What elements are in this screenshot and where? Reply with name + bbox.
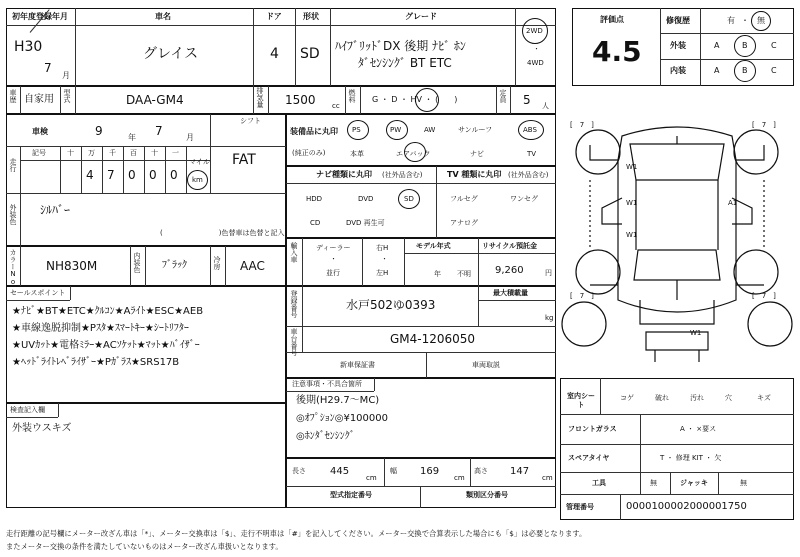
mileage-label: 走行	[9, 158, 17, 172]
score-label: 評価点	[600, 15, 624, 24]
manual-label: 車両取説	[472, 361, 500, 369]
km-label: km	[192, 176, 203, 184]
type-designation-label: 型式指定番号	[330, 491, 372, 499]
usage-row	[6, 86, 556, 114]
warranty-label: 新車保証書	[340, 361, 375, 369]
shape-value: SD	[300, 46, 320, 62]
door-count: 4	[270, 46, 279, 62]
width-label: 幅	[390, 467, 397, 475]
drive-2wd: 2WD	[526, 27, 543, 35]
digit-header-ten: 十	[151, 149, 158, 157]
notes-line: ◎ｵﾌﾟｼｮﾝ◎¥100000	[296, 413, 388, 424]
width-cm: cm	[454, 474, 465, 482]
seat-opt: コゲ	[620, 394, 634, 402]
car-name: グレイス	[143, 46, 199, 62]
tv-oneseg: ワンセグ	[510, 195, 538, 203]
displacement-value: 1500	[285, 93, 316, 107]
inspector-text: 外装ウスキズ	[12, 423, 72, 434]
sales-point-line: ★ﾅﾋﾞ★BT★ETC★ｸﾙｺﾝ★Aﾗｲﾄ★ESC★AEB	[12, 306, 204, 317]
interior-b: B	[742, 66, 748, 75]
tv-analog: アナログ	[450, 219, 478, 227]
displacement-label: 排気量	[256, 87, 264, 108]
glass-value: A ・ ×要ス	[680, 425, 717, 433]
recycle-label: リサイクル預託金	[482, 242, 538, 250]
interior-score-label: 内装	[670, 66, 686, 75]
capacity-label: 定員	[499, 89, 507, 103]
import-label: 輸入車	[290, 242, 298, 263]
inspection-label: 車検	[32, 127, 48, 136]
equip-ps: PS	[352, 126, 361, 134]
fuel-options: G ・ D ・ HV ・ ( )	[372, 95, 458, 104]
notes-label: 注意事項・不具合箇所	[292, 380, 362, 388]
first-reg-year: H30	[14, 39, 43, 55]
notes-line: 後期(H29.7〜MC)	[296, 395, 380, 406]
inspection-month-unit: 月	[186, 133, 194, 142]
ac-label: 冷房	[213, 256, 221, 270]
interior-color-value: ﾌﾞﾗｯｸ	[162, 260, 187, 271]
equip-leather: 本革	[350, 150, 364, 158]
height-value: 147	[510, 466, 530, 477]
color-value: ｼﾙﾊﾞｰ	[40, 203, 71, 217]
inspection-box	[6, 114, 286, 246]
import-left: 左H	[376, 269, 389, 277]
width-value: 169	[420, 466, 440, 477]
category-number-label: 類別区分番号	[466, 491, 508, 499]
digit-header-symbol: 記号	[32, 149, 46, 157]
length-label: 長さ	[292, 467, 306, 475]
digit-header-one: 一	[172, 149, 179, 157]
tv-fullseg: フルセグ	[450, 195, 478, 203]
first-reg-label: 初年度登録年月	[12, 12, 68, 21]
damage-mark-w1-bumper: W1	[690, 329, 702, 337]
notes-line: ◎ﾎﾝﾀﾞｾﾝｼﾝｸﾞ	[296, 431, 355, 442]
mileage-digit: 0	[170, 168, 178, 182]
car-diagram-svg	[560, 100, 794, 372]
seat-opt: 穴	[725, 394, 732, 402]
tv-sub: (社外品含む)	[508, 171, 549, 179]
color-no-value: NH830M	[46, 259, 98, 273]
shift-value: FAT	[232, 152, 256, 168]
damage-mark-w1-door: W1	[626, 199, 638, 207]
import-right: 右H	[376, 244, 389, 252]
color-no-label: カラーNo.	[9, 249, 17, 294]
length-value: 445	[330, 466, 350, 477]
navi-label: ナビ種類に丸印	[316, 170, 372, 179]
digit-header-ten-thousand: 万	[88, 149, 95, 157]
first-reg-month-unit: 月	[62, 71, 70, 80]
model-year-label: モデル年式	[416, 242, 451, 250]
bracket-br: [ 7 ]	[752, 292, 776, 300]
model-year-value: 不明	[457, 270, 471, 278]
navi-sub: (社外品含む)	[382, 171, 423, 179]
shift-label: シフト	[240, 117, 261, 125]
equipment-label: 装備品に丸印	[290, 127, 338, 136]
recycle-value: 9,260	[495, 265, 524, 276]
digit-header-ten-thousand-10: 十	[67, 149, 74, 157]
jack-label: ジャッキ	[680, 479, 708, 487]
length-cm: cm	[366, 474, 377, 482]
seat-opt: キズ	[757, 394, 771, 402]
mileage-digit: 0	[149, 168, 157, 182]
repair-dot: ・	[741, 16, 749, 25]
spare-label: スペアタイヤ	[568, 454, 610, 462]
car-diagram	[560, 100, 794, 372]
glass-label: フロントガラス	[568, 425, 617, 433]
interior-color-label: 内装色	[133, 252, 141, 273]
damage-mark-a1: A1	[728, 199, 738, 207]
navi-cd: CD	[310, 219, 321, 227]
displacement-cc: cc	[332, 102, 340, 110]
exterior-a: A	[714, 41, 720, 50]
recycle-yen: 円	[545, 269, 552, 277]
navi-sd: SD	[404, 195, 414, 203]
bracket-bl: [ 7 ]	[570, 292, 594, 300]
damage-mark-w1-rear: W1	[626, 231, 638, 239]
fuel-hv-circle	[415, 88, 439, 112]
footer-line1: 走行距離の記号欄にメーター改ざん車は「*」、メーター交換車は「$」、走行不明車は「#」を記入してください。メーター交換で合算表示した場合にも「$」は必要となります。	[6, 529, 587, 538]
tools-label: 工具	[592, 479, 606, 487]
mileage-digit: 7	[107, 168, 115, 182]
mileage-digit: 4	[86, 168, 94, 182]
exterior-c: C	[771, 41, 777, 50]
exterior-label: 外装	[670, 41, 686, 50]
repair-label: 修復歴	[666, 16, 690, 25]
navi-dvd: DVD	[358, 195, 374, 203]
tv-label: TV 種類に丸印	[447, 170, 502, 179]
damage-mark-w1-front: W1	[626, 163, 638, 171]
registration-label: 登録番号	[290, 290, 298, 318]
repair-no: 無	[757, 16, 765, 25]
fuel-label: 燃料	[348, 89, 356, 103]
mileage-digit: 0	[128, 168, 136, 182]
max-load-label: 最大積載量	[493, 289, 528, 297]
drive-4wd: 4WD	[527, 59, 544, 67]
navi-dvd-play: DVD 再生可	[346, 219, 385, 227]
equip-airbag: エアバック	[396, 150, 431, 158]
spare-value: T ・ 修理 KIT ・ 欠	[660, 454, 722, 462]
usage-value: 自家用	[24, 94, 54, 105]
mgmt-value: 0000100002000001750	[626, 501, 747, 512]
model-label: 型式	[63, 89, 71, 103]
height-label: 高さ	[474, 467, 488, 475]
bracket-tr: [ 7 ]	[752, 121, 776, 129]
mgmt-label: 管理番号	[566, 503, 594, 511]
digit-header-thousand: 千	[109, 149, 116, 157]
grade-line2: ﾀﾞｾﾝｼﾝｸﾞ BT ETC	[358, 56, 452, 70]
inspection-month: 7	[155, 124, 163, 138]
tools-value: 無	[650, 479, 657, 487]
car-name-label: 車名	[155, 12, 171, 21]
seat-opt: 破れ	[655, 394, 669, 402]
sales-point-line: ★車線逸脱抑制★Pｽﾀ★ｽﾏｰﾄｷｰ★ｼｰﾄﾘﾌﾀｰ	[12, 323, 189, 334]
max-load-kg: kg	[545, 314, 554, 322]
first-reg-month: 7	[44, 61, 52, 75]
interior-c: C	[771, 66, 777, 75]
mile-label: マイル	[189, 158, 210, 166]
navi-hdd: HDD	[306, 195, 323, 203]
seat-opt: 汚れ	[690, 394, 704, 402]
chassis-value: GM4-1206050	[390, 332, 476, 346]
equip-pw: PW	[390, 126, 402, 134]
import-dot2: ・	[381, 255, 388, 263]
import-dealer: ディーラー	[316, 244, 351, 252]
drive-dot: ・	[533, 45, 540, 53]
height-cm: cm	[542, 474, 553, 482]
equip-abs: ABS	[523, 126, 537, 134]
footer-line2: またメーター交換の条件を満たしていないものはメーター改ざん車扱いとなります。	[6, 542, 283, 551]
inspection-year: 9	[95, 124, 103, 138]
equip-tv: TV	[527, 150, 537, 158]
color-note: ( )色替車は色替と記入	[160, 229, 285, 237]
registration-value: 水戸502ゆ0393	[346, 298, 436, 312]
inspector-box	[6, 403, 286, 508]
grade-label: グレード	[405, 12, 437, 21]
model-year-unit: 年	[434, 270, 441, 278]
score-value: 4.5	[592, 35, 642, 68]
sales-point-line: ★UVｶｯﾄ★電格ﾐﾗｰ★ACｿｹｯﾄ★ﾏｯﾄ★ﾊﾞｲｻﾞｰ	[12, 340, 200, 351]
jack-value: 無	[740, 479, 747, 487]
grade-line1: ﾊｲﾌﾞﾘｯﾄﾞDX 後期 ﾅﾋﾞ ﾎﾝ	[335, 39, 466, 53]
door-label: ドア	[266, 12, 282, 21]
interior-seat-label: 室内シート	[567, 392, 595, 410]
sales-point-line: ★ﾍｯﾄﾞﾗｲﾄﾚﾍﾞﾗｲｻﾞｰ★Pｶﾞﾗｽ★SRS17B	[12, 357, 180, 368]
usage-label: 車歴	[9, 89, 17, 103]
digit-header-hundred: 百	[130, 149, 137, 157]
import-parallel: 並行	[326, 269, 340, 277]
equip-navi: ナビ	[470, 150, 484, 158]
inspection-year-unit: 年	[128, 133, 136, 142]
equipment-sub: (純正のみ)	[292, 149, 326, 157]
import-dot: ・	[330, 255, 337, 263]
chassis-label: 車台番号	[290, 328, 298, 356]
interior-a: A	[714, 66, 720, 75]
inspector-label: 検査記入欄	[10, 406, 45, 414]
sales-points-label: セールスポイント	[10, 289, 66, 297]
ac-value: AAC	[240, 259, 265, 273]
color-label: 外装色	[9, 204, 17, 225]
model-value: DAA-GM4	[126, 93, 184, 107]
exterior-b: B	[742, 41, 748, 50]
bracket-tl: [ 7 ]	[570, 121, 594, 129]
shape-label: 形状	[303, 12, 319, 21]
equip-sunroof: サンルーフ	[458, 126, 493, 134]
capacity-value: 5	[523, 93, 531, 107]
capacity-unit: 人	[542, 102, 549, 110]
repair-yes: 有	[727, 16, 735, 25]
equip-aw: AW	[424, 126, 436, 134]
